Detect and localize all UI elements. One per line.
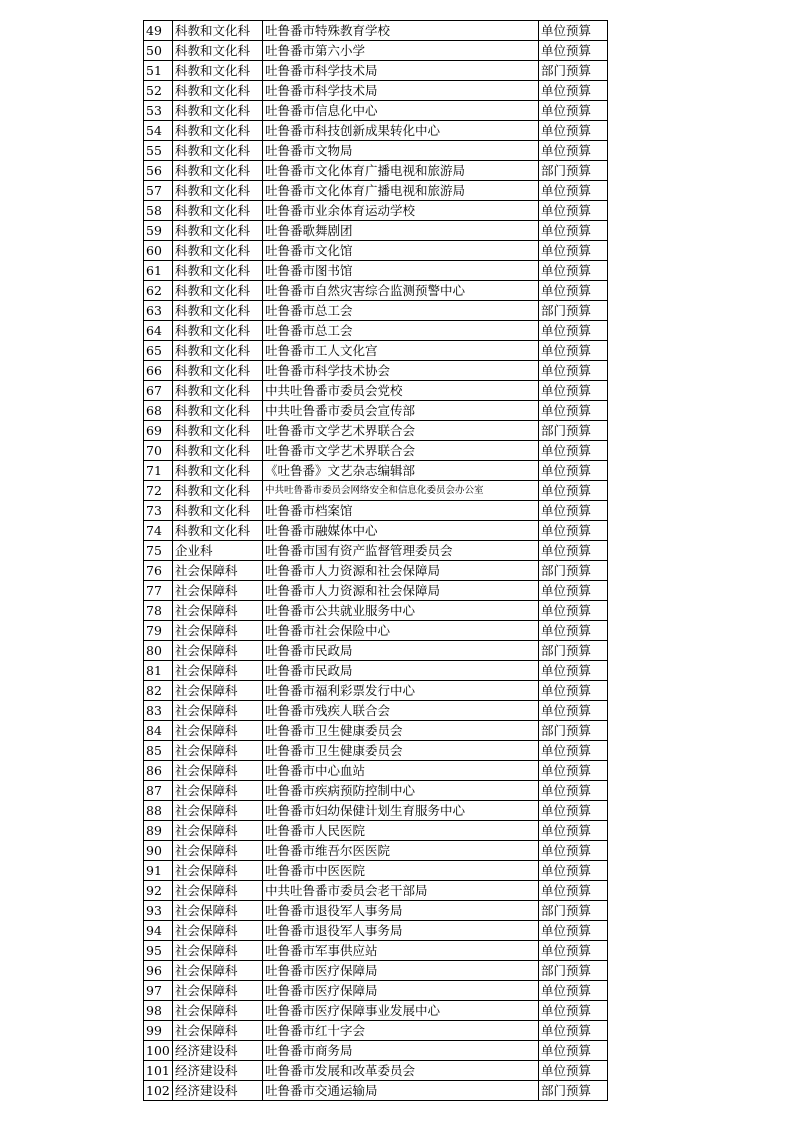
unit-name-cell: 吐鲁番市融媒体中心 (263, 521, 539, 541)
row-number-cell: 69 (144, 421, 173, 441)
budget-type-cell: 部门预算 (539, 1081, 608, 1101)
unit-name-cell: 吐鲁番市特殊教育学校 (263, 21, 539, 41)
table-row (144, 721, 608, 741)
row-number-cell: 53 (144, 101, 173, 121)
unit-name-cell: 吐鲁番市工人文化宫 (263, 341, 539, 361)
budget-type-cell: 单位预算 (539, 181, 608, 201)
unit-name-cell: 吐鲁番市医疗保障局 (263, 961, 539, 981)
budget-type-cell: 单位预算 (539, 1061, 608, 1081)
budget-type-cell: 部门预算 (539, 421, 608, 441)
row-number-cell: 51 (144, 61, 173, 81)
table-row (144, 361, 608, 381)
department-cell: 社会保障科 (173, 781, 263, 801)
budget-type-cell: 单位预算 (539, 841, 608, 861)
table-row (144, 581, 608, 601)
budget-type-cell: 单位预算 (539, 201, 608, 221)
table-row (144, 621, 608, 641)
unit-name-cell: 中共吐鲁番市委员会老干部局 (263, 881, 539, 901)
row-number-cell: 80 (144, 641, 173, 661)
unit-name-cell: 吐鲁番市国有资产监督管理委员会 (263, 541, 539, 561)
table-row (144, 341, 608, 361)
unit-name-cell: 吐鲁番市业余体育运动学校 (263, 201, 539, 221)
row-number-cell: 85 (144, 741, 173, 761)
row-number-cell: 87 (144, 781, 173, 801)
row-number-cell: 81 (144, 661, 173, 681)
budget-type-cell: 单位预算 (539, 221, 608, 241)
budget-unit-table (143, 20, 608, 1101)
table-row (144, 981, 608, 1001)
unit-name-cell: 中共吐鲁番市委员会网络安全和信息化委员会办公室 (263, 481, 539, 501)
table-row (144, 321, 608, 341)
department-cell: 企业科 (173, 541, 263, 561)
unit-name-cell: 吐鲁番市中心血站 (263, 761, 539, 781)
unit-name-cell: 吐鲁番市文化馆 (263, 241, 539, 261)
table-row (144, 661, 608, 681)
row-number-cell: 57 (144, 181, 173, 201)
department-cell: 科教和文化科 (173, 61, 263, 81)
department-cell: 社会保障科 (173, 661, 263, 681)
row-number-cell: 54 (144, 121, 173, 141)
department-cell: 经济建设科 (173, 1081, 263, 1101)
unit-name-cell: 吐鲁番市红十字会 (263, 1021, 539, 1041)
department-cell: 科教和文化科 (173, 301, 263, 321)
unit-name-cell: 吐鲁番市军事供应站 (263, 941, 539, 961)
department-cell: 社会保障科 (173, 561, 263, 581)
row-number-cell: 93 (144, 901, 173, 921)
table-row (144, 881, 608, 901)
budget-type-cell: 单位预算 (539, 261, 608, 281)
row-number-cell: 55 (144, 141, 173, 161)
row-number-cell: 61 (144, 261, 173, 281)
row-number-cell: 62 (144, 281, 173, 301)
budget-type-cell: 单位预算 (539, 621, 608, 641)
table-row (144, 681, 608, 701)
table-row (144, 1021, 608, 1041)
table-row (144, 761, 608, 781)
row-number-cell: 52 (144, 81, 173, 101)
department-cell: 科教和文化科 (173, 481, 263, 501)
budget-type-cell: 单位预算 (539, 801, 608, 821)
table-row (144, 241, 608, 261)
budget-type-cell: 单位预算 (539, 861, 608, 881)
row-number-cell: 71 (144, 461, 173, 481)
table-row (144, 521, 608, 541)
unit-name-cell: 吐鲁番市疾病预防控制中心 (263, 781, 539, 801)
table-row (144, 301, 608, 321)
unit-name-cell: 吐鲁番市文学艺术界联合会 (263, 421, 539, 441)
budget-type-cell: 单位预算 (539, 701, 608, 721)
department-cell: 社会保障科 (173, 881, 263, 901)
budget-type-cell: 单位预算 (539, 41, 608, 61)
department-cell: 科教和文化科 (173, 221, 263, 241)
unit-name-cell: 《吐鲁番》文艺杂志编辑部 (263, 461, 539, 481)
budget-type-cell: 单位预算 (539, 381, 608, 401)
row-number-cell: 72 (144, 481, 173, 501)
budget-type-cell: 单位预算 (539, 741, 608, 761)
budget-type-cell: 单位预算 (539, 401, 608, 421)
budget-type-cell: 部门预算 (539, 641, 608, 661)
unit-name-cell: 吐鲁番市科学技术局 (263, 81, 539, 101)
table-row (144, 701, 608, 721)
table-row (144, 741, 608, 761)
unit-name-cell: 吐鲁番市中医医院 (263, 861, 539, 881)
unit-name-cell: 吐鲁番市公共就业服务中心 (263, 601, 539, 621)
unit-name-cell: 吐鲁番市社会保险中心 (263, 621, 539, 641)
budget-type-cell: 部门预算 (539, 901, 608, 921)
budget-type-cell: 单位预算 (539, 921, 608, 941)
department-cell: 科教和文化科 (173, 521, 263, 541)
row-number-cell: 60 (144, 241, 173, 261)
table-row (144, 921, 608, 941)
department-cell: 科教和文化科 (173, 421, 263, 441)
department-cell: 科教和文化科 (173, 21, 263, 41)
table-row (144, 381, 608, 401)
row-number-cell: 100 (144, 1041, 173, 1061)
unit-name-cell: 吐鲁番市交通运输局 (263, 1081, 539, 1101)
table-row (144, 441, 608, 461)
budget-type-cell: 单位预算 (539, 601, 608, 621)
unit-name-cell: 吐鲁番市残疾人联合会 (263, 701, 539, 721)
department-cell: 社会保障科 (173, 861, 263, 881)
row-number-cell: 76 (144, 561, 173, 581)
department-cell: 科教和文化科 (173, 121, 263, 141)
department-cell: 科教和文化科 (173, 241, 263, 261)
table-body (144, 21, 608, 1101)
budget-type-cell: 部门预算 (539, 61, 608, 81)
department-cell: 科教和文化科 (173, 321, 263, 341)
unit-name-cell: 吐鲁番市文化体育广播电视和旅游局 (263, 161, 539, 181)
row-number-cell: 73 (144, 501, 173, 521)
budget-type-cell: 单位预算 (539, 781, 608, 801)
budget-type-cell: 单位预算 (539, 241, 608, 261)
row-number-cell: 66 (144, 361, 173, 381)
department-cell: 科教和文化科 (173, 201, 263, 221)
unit-name-cell: 吐鲁番市科技创新成果转化中心 (263, 121, 539, 141)
unit-name-cell: 吐鲁番市人力资源和社会保障局 (263, 561, 539, 581)
budget-type-cell: 单位预算 (539, 321, 608, 341)
table-row (144, 481, 608, 501)
table-row (144, 861, 608, 881)
table-row (144, 201, 608, 221)
department-cell: 科教和文化科 (173, 81, 263, 101)
unit-name-cell: 吐鲁番市维吾尔医医院 (263, 841, 539, 861)
table-row (144, 141, 608, 161)
department-cell: 科教和文化科 (173, 361, 263, 381)
table-row (144, 261, 608, 281)
row-number-cell: 63 (144, 301, 173, 321)
department-cell: 科教和文化科 (173, 261, 263, 281)
table-row (144, 961, 608, 981)
unit-name-cell: 吐鲁番市文物局 (263, 141, 539, 161)
budget-type-cell: 单位预算 (539, 441, 608, 461)
department-cell: 社会保障科 (173, 641, 263, 661)
department-cell: 社会保障科 (173, 741, 263, 761)
budget-type-cell: 单位预算 (539, 881, 608, 901)
row-number-cell: 96 (144, 961, 173, 981)
department-cell: 社会保障科 (173, 601, 263, 621)
department-cell: 科教和文化科 (173, 181, 263, 201)
row-number-cell: 70 (144, 441, 173, 461)
department-cell: 科教和文化科 (173, 41, 263, 61)
budget-type-cell: 单位预算 (539, 101, 608, 121)
table-row (144, 1081, 608, 1101)
row-number-cell: 75 (144, 541, 173, 561)
row-number-cell: 92 (144, 881, 173, 901)
unit-name-cell: 中共吐鲁番市委员会宣传部 (263, 401, 539, 421)
unit-name-cell: 吐鲁番市信息化中心 (263, 101, 539, 121)
table-row (144, 281, 608, 301)
unit-name-cell: 吐鲁番市人民医院 (263, 821, 539, 841)
row-number-cell: 95 (144, 941, 173, 961)
unit-name-cell: 吐鲁番市卫生健康委员会 (263, 721, 539, 741)
table-row (144, 21, 608, 41)
table-row (144, 421, 608, 441)
row-number-cell: 83 (144, 701, 173, 721)
unit-name-cell: 吐鲁番市医疗保障事业发展中心 (263, 1001, 539, 1021)
budget-type-cell: 单位预算 (539, 981, 608, 1001)
table-row (144, 801, 608, 821)
department-cell: 社会保障科 (173, 761, 263, 781)
unit-name-cell: 吐鲁番市商务局 (263, 1041, 539, 1061)
row-number-cell: 64 (144, 321, 173, 341)
department-cell: 社会保障科 (173, 1021, 263, 1041)
row-number-cell: 101 (144, 1061, 173, 1081)
department-cell: 社会保障科 (173, 961, 263, 981)
department-cell: 社会保障科 (173, 581, 263, 601)
unit-name-cell: 吐鲁番市档案馆 (263, 501, 539, 521)
row-number-cell: 59 (144, 221, 173, 241)
row-number-cell: 98 (144, 1001, 173, 1021)
budget-type-cell: 单位预算 (539, 661, 608, 681)
budget-type-cell: 单位预算 (539, 681, 608, 701)
budget-type-cell: 单位预算 (539, 281, 608, 301)
unit-name-cell: 吐鲁番市图书馆 (263, 261, 539, 281)
budget-type-cell: 单位预算 (539, 821, 608, 841)
row-number-cell: 58 (144, 201, 173, 221)
budget-type-cell: 单位预算 (539, 1001, 608, 1021)
department-cell: 社会保障科 (173, 901, 263, 921)
department-cell: 社会保障科 (173, 841, 263, 861)
unit-name-cell: 吐鲁番市文学艺术界联合会 (263, 441, 539, 461)
department-cell: 社会保障科 (173, 921, 263, 941)
budget-type-cell: 单位预算 (539, 581, 608, 601)
table-row (144, 161, 608, 181)
table-row (144, 501, 608, 521)
budget-type-cell: 单位预算 (539, 1021, 608, 1041)
budget-type-cell: 单位预算 (539, 941, 608, 961)
table-row (144, 81, 608, 101)
table-row (144, 101, 608, 121)
budget-type-cell: 部门预算 (539, 561, 608, 581)
department-cell: 社会保障科 (173, 681, 263, 701)
department-cell: 经济建设科 (173, 1061, 263, 1081)
row-number-cell: 65 (144, 341, 173, 361)
department-cell: 科教和文化科 (173, 341, 263, 361)
department-cell: 科教和文化科 (173, 501, 263, 521)
department-cell: 科教和文化科 (173, 401, 263, 421)
row-number-cell: 90 (144, 841, 173, 861)
budget-type-cell: 部门预算 (539, 301, 608, 321)
department-cell: 经济建设科 (173, 1041, 263, 1061)
row-number-cell: 79 (144, 621, 173, 641)
table-row (144, 601, 608, 621)
row-number-cell: 88 (144, 801, 173, 821)
budget-type-cell: 单位预算 (539, 341, 608, 361)
row-number-cell: 49 (144, 21, 173, 41)
row-number-cell: 50 (144, 41, 173, 61)
unit-name-cell: 中共吐鲁番市委员会党校 (263, 381, 539, 401)
budget-type-cell: 单位预算 (539, 121, 608, 141)
table-row (144, 561, 608, 581)
unit-name-cell: 吐鲁番市自然灾害综合监测预警中心 (263, 281, 539, 301)
budget-type-cell: 单位预算 (539, 1041, 608, 1061)
department-cell: 社会保障科 (173, 821, 263, 841)
unit-name-cell: 吐鲁番市科学技术协会 (263, 361, 539, 381)
budget-type-cell: 单位预算 (539, 761, 608, 781)
budget-type-cell: 单位预算 (539, 481, 608, 501)
table-row (144, 121, 608, 141)
table-row (144, 461, 608, 481)
table-row (144, 821, 608, 841)
row-number-cell: 99 (144, 1021, 173, 1041)
row-number-cell: 67 (144, 381, 173, 401)
unit-name-cell: 吐鲁番市医疗保障局 (263, 981, 539, 1001)
row-number-cell: 68 (144, 401, 173, 421)
budget-type-cell: 单位预算 (539, 521, 608, 541)
unit-name-cell: 吐鲁番市科学技术局 (263, 61, 539, 81)
unit-name-cell: 吐鲁番市卫生健康委员会 (263, 741, 539, 761)
table-row (144, 61, 608, 81)
department-cell: 社会保障科 (173, 721, 263, 741)
budget-type-cell: 部门预算 (539, 961, 608, 981)
row-number-cell: 97 (144, 981, 173, 1001)
row-number-cell: 86 (144, 761, 173, 781)
table-row (144, 1001, 608, 1021)
table-row (144, 541, 608, 561)
unit-name-cell: 吐鲁番市妇幼保健计划生育服务中心 (263, 801, 539, 821)
department-cell: 社会保障科 (173, 801, 263, 821)
table-row (144, 181, 608, 201)
row-number-cell: 84 (144, 721, 173, 741)
unit-name-cell: 吐鲁番市第六小学 (263, 41, 539, 61)
row-number-cell: 78 (144, 601, 173, 621)
budget-type-cell: 单位预算 (539, 461, 608, 481)
unit-name-cell: 吐鲁番市总工会 (263, 301, 539, 321)
unit-name-cell: 吐鲁番市退役军人事务局 (263, 921, 539, 941)
department-cell: 社会保障科 (173, 621, 263, 641)
department-cell: 科教和文化科 (173, 141, 263, 161)
table-row (144, 401, 608, 421)
department-cell: 社会保障科 (173, 941, 263, 961)
budget-type-cell: 部门预算 (539, 721, 608, 741)
row-number-cell: 94 (144, 921, 173, 941)
unit-name-cell: 吐鲁番市民政局 (263, 641, 539, 661)
unit-name-cell: 吐鲁番市人力资源和社会保障局 (263, 581, 539, 601)
department-cell: 科教和文化科 (173, 161, 263, 181)
row-number-cell: 82 (144, 681, 173, 701)
department-cell: 科教和文化科 (173, 101, 263, 121)
unit-name-cell: 吐鲁番市文化体育广播电视和旅游局 (263, 181, 539, 201)
unit-name-cell: 吐鲁番市福利彩票发行中心 (263, 681, 539, 701)
row-number-cell: 91 (144, 861, 173, 881)
table-row (144, 221, 608, 241)
department-cell: 科教和文化科 (173, 441, 263, 461)
department-cell: 科教和文化科 (173, 461, 263, 481)
unit-name-cell: 吐鲁番市民政局 (263, 661, 539, 681)
table-row (144, 841, 608, 861)
unit-name-cell: 吐鲁番市总工会 (263, 321, 539, 341)
budget-type-cell: 单位预算 (539, 81, 608, 101)
row-number-cell: 89 (144, 821, 173, 841)
unit-name-cell: 吐鲁番歌舞剧团 (263, 221, 539, 241)
budget-type-cell: 部门预算 (539, 161, 608, 181)
table-row (144, 941, 608, 961)
budget-type-cell: 单位预算 (539, 361, 608, 381)
row-number-cell: 74 (144, 521, 173, 541)
row-number-cell: 56 (144, 161, 173, 181)
department-cell: 社会保障科 (173, 1001, 263, 1021)
row-number-cell: 77 (144, 581, 173, 601)
table-row (144, 41, 608, 61)
table-row (144, 1041, 608, 1061)
unit-name-cell: 吐鲁番市退役军人事务局 (263, 901, 539, 921)
department-cell: 科教和文化科 (173, 281, 263, 301)
table-row (144, 641, 608, 661)
budget-type-cell: 单位预算 (539, 141, 608, 161)
department-cell: 科教和文化科 (173, 381, 263, 401)
unit-name-cell: 吐鲁番市发展和改革委员会 (263, 1061, 539, 1081)
budget-type-cell: 单位预算 (539, 21, 608, 41)
table-row (144, 1061, 608, 1081)
budget-type-cell: 单位预算 (539, 541, 608, 561)
department-cell: 社会保障科 (173, 701, 263, 721)
budget-type-cell: 单位预算 (539, 501, 608, 521)
department-cell: 社会保障科 (173, 981, 263, 1001)
table-row (144, 901, 608, 921)
row-number-cell: 102 (144, 1081, 173, 1101)
table-row (144, 781, 608, 801)
